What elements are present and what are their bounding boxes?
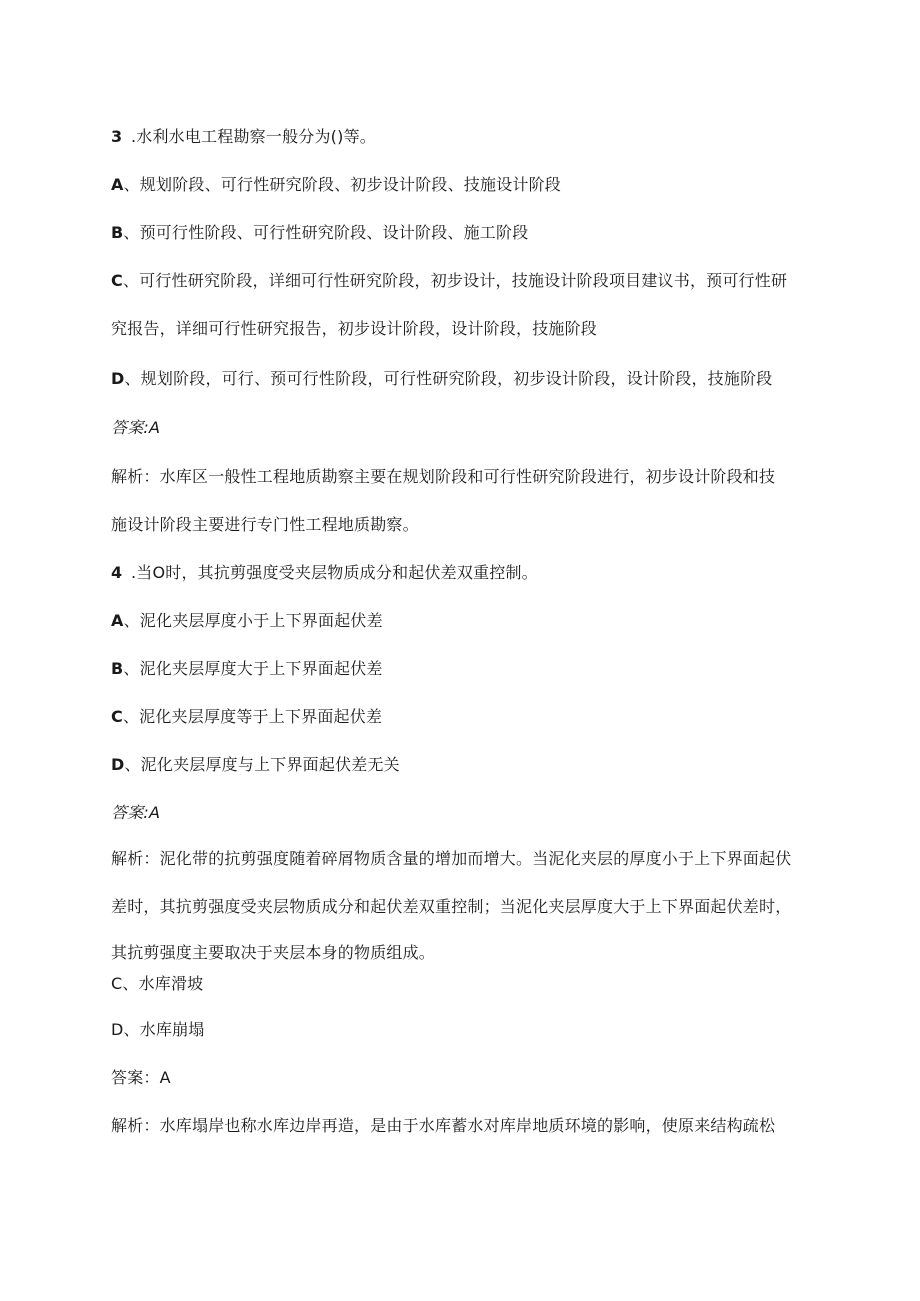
question-3-answer: 答案:A	[111, 418, 161, 437]
option-letter: C	[111, 271, 123, 290]
option-letter: A	[111, 175, 124, 194]
option-letter: B	[111, 659, 124, 678]
question-4-analysis-line-3: 其抗剪强度主要取决于夹层本身的物质组成。	[111, 943, 436, 962]
question-3-analysis-line-1: 解析：水库区一般性工程地质勘察主要在规划阶段和可行性研究阶段进行，初步设计阶段和技	[111, 467, 776, 486]
question-4-option-c	[111, 707, 382, 727]
option-letter: B	[111, 223, 124, 242]
question-4-analysis-line-1: 解析：泥化带的抗剪强度随着碎屑物质含量的增加而增大。当泥化夹层的厚度小于上下界面起伏	[111, 849, 792, 868]
option-letter: A	[111, 611, 124, 630]
option-letter: D	[111, 755, 125, 774]
option-text: 、预可行性阶段、可行性研究阶段、设计阶段、施工阶段	[123, 223, 529, 242]
question-3-option-c	[111, 271, 787, 291]
option-text: 、规划阶段，可行、预可行性阶段，可行性研究阶段，初步设计阶段，设计阶段，技施阶段	[124, 369, 773, 388]
trailing-analysis: 解析：水库塌岸也称水库边岸再造，是由于水库蓄水对库岸地质环境的影响，使原来结构疏松	[111, 1116, 776, 1135]
question-4-option-d	[111, 755, 400, 775]
trailing-answer: 答案：A	[111, 1068, 171, 1087]
option-letter: C	[111, 707, 123, 726]
question-3-option-c-continued	[111, 319, 597, 339]
question-4-option-a	[111, 611, 383, 631]
option-text: 、泥化夹层厚度大于上下界面起伏差	[123, 659, 383, 678]
question-3-stem	[111, 127, 376, 147]
option-text: 、规划阶段、可行性研究阶段、初步设计阶段、技施设计阶段	[123, 175, 561, 194]
question-3-option-d	[111, 369, 773, 389]
question-4-option-b	[111, 659, 383, 679]
question-3-analysis-line-2: 施设计阶段主要进行专门性工程地质勘察。	[111, 515, 419, 534]
question-text: .水利水电工程勘察一般分为()等。	[131, 127, 376, 146]
question-text: .当O时，其抗剪强度受夹层物质成分和起伏差双重控制。	[131, 563, 538, 582]
option-text-continued: 究报告，详细可行性研究报告，初步设计阶段，设计阶段，技施阶段	[111, 319, 598, 338]
option-letter: D	[111, 369, 125, 388]
option-text: 、泥化夹层厚度小于上下界面起伏差	[123, 611, 383, 630]
trailing-option-c: C、水库滑坡	[111, 974, 204, 993]
trailing-option-d: D、水库崩塌	[111, 1020, 205, 1039]
question-number: 3	[111, 127, 123, 146]
question-3-option-a	[111, 175, 561, 195]
question-3-option-b	[111, 223, 528, 243]
question-4-stem	[111, 563, 538, 583]
option-text: 、泥化夹层厚度与上下界面起伏差无关	[124, 755, 400, 774]
question-number: 4	[111, 563, 123, 582]
option-text: 、泥化夹层厚度等于上下界面起伏差	[122, 707, 383, 726]
question-4-analysis-line-2: 差时，其抗剪强度受夹层物质成分和起伏差双重控制；当泥化夹层厚度大于上下界面起伏差时，	[111, 897, 792, 916]
option-text: 、可行性研究阶段，详细可行性研究阶段，初步设计，技施设计阶段项目建议书，预可行性研	[122, 271, 788, 290]
question-4-answer: 答案:A	[111, 803, 161, 822]
